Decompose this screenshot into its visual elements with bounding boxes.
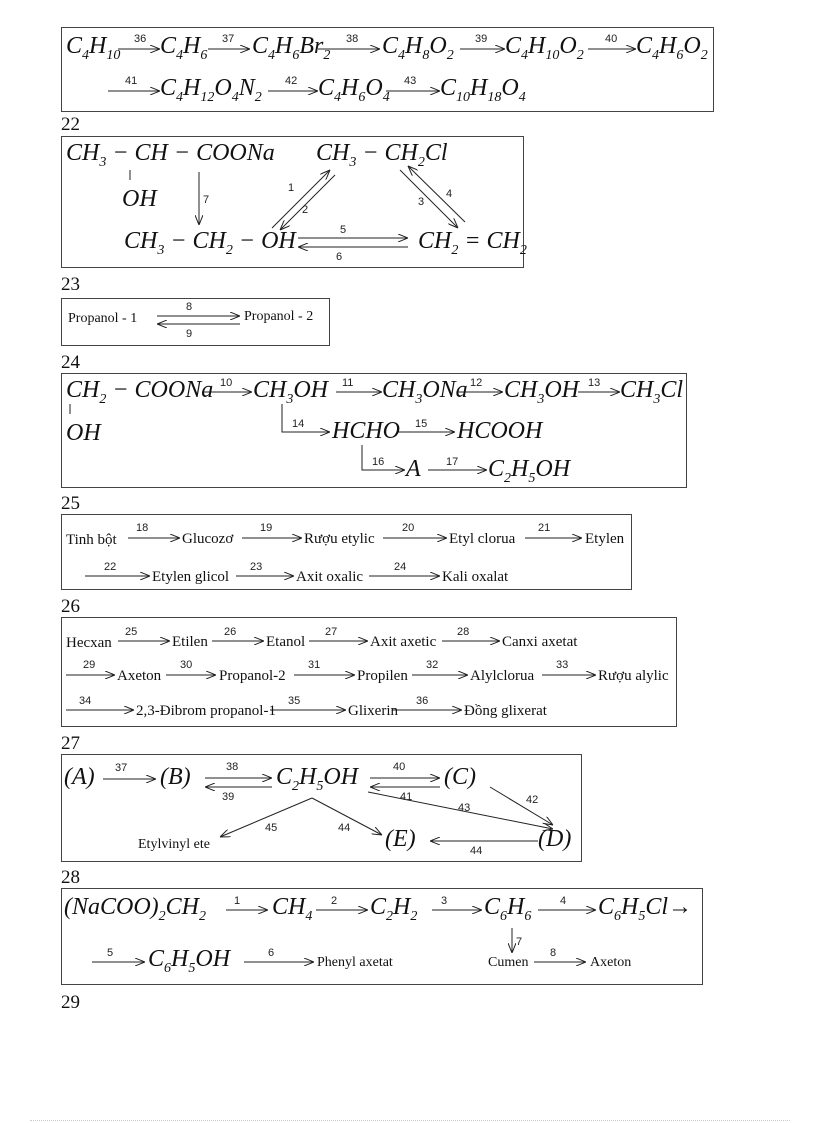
label: 41 <box>125 75 138 87</box>
section-number: 29 <box>61 992 80 1013</box>
svg-text:35: 35 <box>288 695 301 707</box>
svg-text:8: 8 <box>550 947 557 959</box>
word-etylvinyl-ete: Etylvinyl ete <box>138 837 210 852</box>
svg-text:11: 11 <box>342 377 354 389</box>
section-number: 24 <box>61 352 80 373</box>
word: Axit oxalic <box>296 569 364 585</box>
svg-text:14: 14 <box>292 418 305 430</box>
label: 43 <box>404 75 417 87</box>
formula-a: (A) <box>64 764 95 790</box>
svg-text:23: 23 <box>250 561 263 573</box>
word-cumen: Cumen <box>488 955 529 970</box>
word: 2,3-Đibrom propanol-1 <box>136 703 276 719</box>
svg-text:44: 44 <box>338 822 351 834</box>
svg-text:18: 18 <box>136 522 149 534</box>
svg-text:5: 5 <box>340 224 347 236</box>
word: Axeton <box>117 668 162 684</box>
section-number: 22 <box>61 114 80 135</box>
svg-text:1: 1 <box>288 182 295 194</box>
word: Glixerin <box>348 703 398 719</box>
formula-ethanol: $CH_3 - CH_2$ − OH <box>124 228 296 258</box>
section-number: 28 <box>61 867 80 888</box>
svg-text:9: 9 <box>186 328 193 340</box>
svg-text:27: 27 <box>325 626 338 638</box>
svg-text:34: 34 <box>79 695 92 707</box>
formula-C4H10O2: $C_4H_{10}O_2$ <box>505 33 584 63</box>
word-propanol-2: Propanol - 2 <box>244 309 314 324</box>
svg-text:7: 7 <box>516 936 523 948</box>
formula-oh: OH <box>66 420 101 446</box>
formula-hcooh: HCOOH <box>457 418 543 444</box>
label: 36 <box>134 33 147 45</box>
word: Propilen <box>357 668 408 684</box>
label: 37 <box>222 33 235 45</box>
formula-c: (C) <box>444 764 476 790</box>
formula-C4H12O4N2: $C_4H_{12}O_4N_2$ <box>160 75 262 105</box>
svg-text:29: 29 <box>83 659 96 671</box>
svg-text:24: 24 <box>394 561 407 573</box>
formula-e: (E) <box>385 826 416 852</box>
word: Canxi axetat <box>502 634 578 650</box>
svg-text:38: 38 <box>226 761 239 773</box>
svg-text:39: 39 <box>222 791 235 803</box>
svg-text:5: 5 <box>107 947 114 959</box>
formula-ethanol: $C_2H_5OH$ <box>276 764 359 794</box>
formula-methane: $CH_4$ <box>272 894 313 924</box>
section-number: 26 <box>61 596 80 617</box>
word-phenyl-axetat: Phenyl axetat <box>317 955 393 970</box>
formula-ethanol: $C_2H_5OH$ <box>488 456 571 486</box>
formula-oh: OH <box>122 186 157 212</box>
svg-text:16: 16 <box>372 456 385 468</box>
svg-text:17: 17 <box>446 456 459 468</box>
formula-ethylene: $CH_2 = CH_2$ <box>418 228 527 258</box>
svg-text:26: 26 <box>224 626 237 638</box>
formula-C4H6Br2: $C_4H_6Br_2$ <box>252 33 331 63</box>
formula-C4H6: $C_4H_6$ <box>160 33 208 63</box>
svg-text:20: 20 <box>402 522 415 534</box>
formula-C4H6O4: $C_4H_6O_4$ <box>318 75 390 105</box>
formula-lactate: $CH_3$ − CH − COONa <box>66 140 275 170</box>
word: Etyl clorua <box>449 531 516 547</box>
svg-text:21: 21 <box>538 522 551 534</box>
word-propanol-1: Propanol - 1 <box>68 311 138 326</box>
word: Rượu alylic <box>598 668 669 684</box>
svg-text:28: 28 <box>457 626 470 638</box>
formula-methanol-2: $CH_3OH$ <box>504 377 580 407</box>
formula-methanol: $CH_3OH$ <box>253 377 329 407</box>
section-number: 23 <box>61 274 80 295</box>
svg-text:6: 6 <box>336 251 343 263</box>
svg-text:44: 44 <box>470 845 483 857</box>
svg-text:3: 3 <box>418 196 425 208</box>
svg-text:10: 10 <box>220 377 233 389</box>
svg-text:13: 13 <box>588 377 601 389</box>
svg-text:37: 37 <box>115 762 128 774</box>
label: 42 <box>285 75 298 87</box>
svg-text:15: 15 <box>415 418 428 430</box>
word: Etanol <box>266 634 306 650</box>
svg-text:45: 45 <box>265 822 278 834</box>
svg-text:8: 8 <box>186 301 193 313</box>
formula-acetylene: $C_2H_2$ <box>370 894 418 924</box>
formula-chlorobenzene: $C_6H_5Cl\to$ <box>598 894 693 924</box>
word: Propanol-2 <box>219 668 286 684</box>
word-axeton: Axeton <box>590 955 632 970</box>
svg-text:2: 2 <box>331 895 338 907</box>
word: Alylclorua <box>470 668 535 684</box>
page-footer-divider <box>30 1120 790 1121</box>
word: Etilen <box>172 634 208 650</box>
word: Tinh bột <box>66 532 117 548</box>
formula-C4H6O2: $C_4H_6O_2$ <box>636 33 708 63</box>
svg-text:6: 6 <box>268 947 275 959</box>
svg-text:22: 22 <box>104 561 117 573</box>
formula-sodium-methoxide: $CH_3ONa$ <box>382 377 468 407</box>
svg-text:1: 1 <box>234 895 241 907</box>
svg-text:7: 7 <box>203 194 210 206</box>
svg-text:25: 25 <box>125 626 138 638</box>
word: Axit axetic <box>370 634 437 650</box>
label: 40 <box>605 33 618 45</box>
svg-text:12: 12 <box>470 377 483 389</box>
svg-text:3: 3 <box>441 895 448 907</box>
word: Kali oxalat <box>442 569 509 585</box>
svg-text:40: 40 <box>393 761 406 773</box>
svg-text:42: 42 <box>526 794 539 806</box>
svg-text:33: 33 <box>556 659 569 671</box>
word: Etylen <box>585 531 625 547</box>
svg-text:4: 4 <box>560 895 567 907</box>
formula-C4H10: $C_4H_{10}$ <box>66 33 121 63</box>
word: Hecxan <box>66 635 112 651</box>
svg-text:41: 41 <box>400 791 413 803</box>
svg-text:19: 19 <box>260 522 273 534</box>
word: Glucozơ <box>182 531 234 547</box>
formula-phenol: $C_6H_5OH$ <box>148 946 231 976</box>
word: Đồng glixerat <box>464 703 547 719</box>
formula-benzene: $C_6H_6$ <box>484 894 532 924</box>
formula-ethyl-chloride: $CH_3 - CH_2Cl$ <box>316 140 448 170</box>
section-number: 27 <box>61 733 80 754</box>
svg-text:2: 2 <box>302 204 309 216</box>
word: Rượu etylic <box>304 531 375 547</box>
svg-text:43: 43 <box>458 802 471 814</box>
formula-glycolate: $CH_2$ − COONa <box>66 377 214 407</box>
formula-C4H8O2: $C_4H_8O_2$ <box>382 33 454 63</box>
section-number: 25 <box>61 493 80 514</box>
formula-a: A <box>406 456 421 482</box>
formula-d: (D) <box>538 826 572 852</box>
formula-b: (B) <box>160 764 191 790</box>
formula-methyl-chloride: $CH_3Cl$ <box>620 377 684 407</box>
formula-hcho: HCHO <box>332 418 401 444</box>
word: Etylen glicol <box>152 569 230 585</box>
svg-text:4: 4 <box>446 188 453 200</box>
svg-text:36: 36 <box>416 695 429 707</box>
label: 38 <box>346 33 359 45</box>
svg-text:32: 32 <box>426 659 439 671</box>
svg-text:31: 31 <box>308 659 321 671</box>
label: 39 <box>475 33 488 45</box>
svg-text:30: 30 <box>180 659 193 671</box>
formula-C10H18O4: $C_{10}H_{18}O_4$ <box>440 75 526 105</box>
formula-sodium-malonate: $(NaCOO)_2CH_2$ <box>64 894 207 924</box>
